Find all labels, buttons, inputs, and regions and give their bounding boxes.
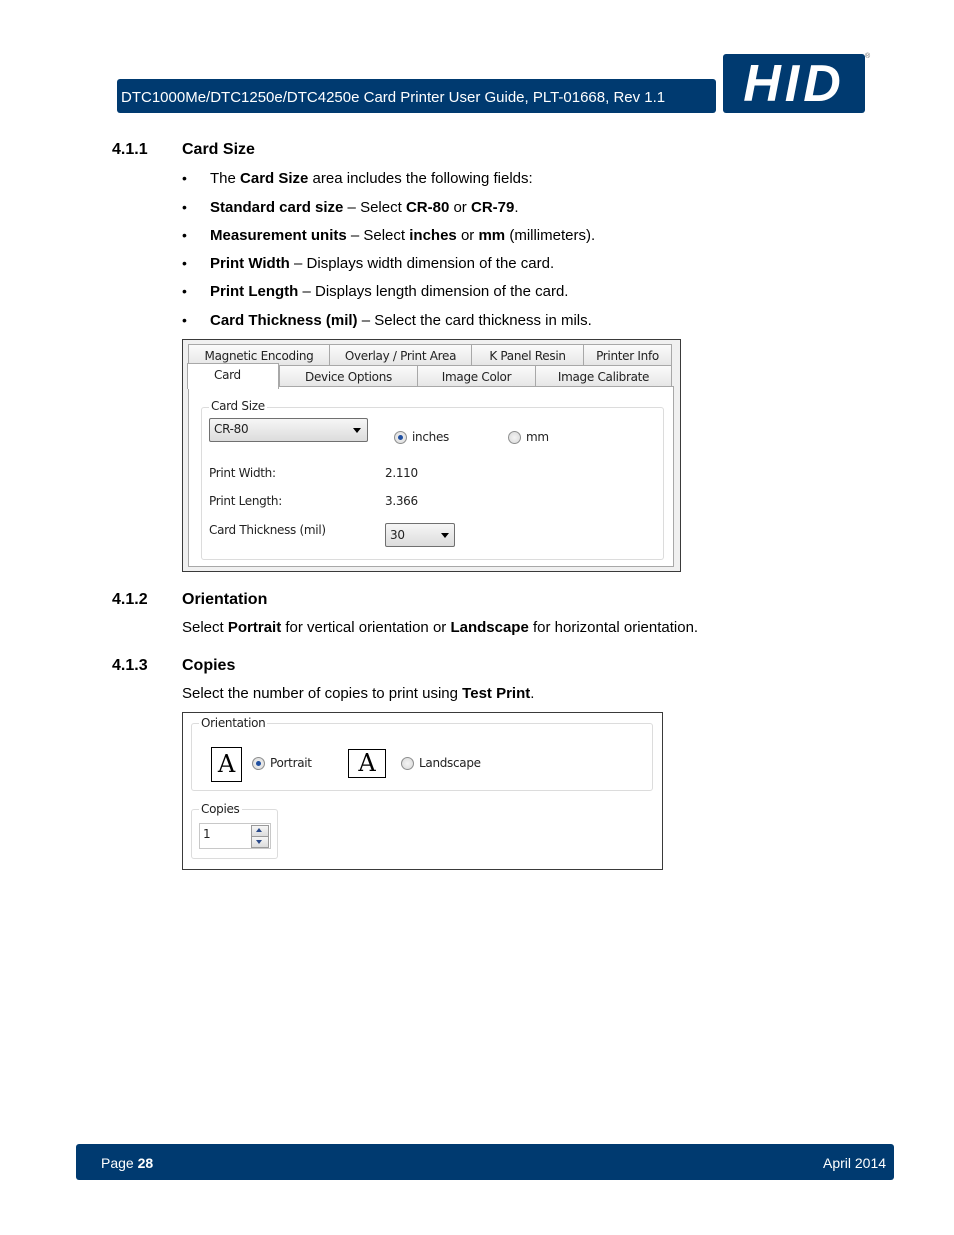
text: .	[514, 199, 519, 216]
portrait-icon	[211, 747, 242, 782]
copies-value: 1	[203, 827, 211, 841]
page-number	[101, 1155, 153, 1171]
chevron-up-icon	[256, 828, 262, 832]
paragraph	[182, 685, 534, 702]
text: .	[530, 685, 535, 702]
tab-label: Image Calibrate	[557, 370, 650, 384]
print-length-label: Print Length:	[209, 494, 282, 508]
text: area includes the following fields:	[308, 170, 533, 187]
bullet-mark: •	[182, 283, 187, 299]
tab-printer-info[interactable]	[583, 344, 672, 365]
print-width-value: 2.110	[385, 466, 418, 480]
card-settings-dialog	[182, 339, 681, 572]
hid-logo-text: HID	[743, 54, 845, 113]
term: Print Length	[210, 283, 299, 300]
tab-label: Printer Info	[596, 349, 659, 363]
card-size-select[interactable]	[209, 418, 368, 442]
text: The	[210, 170, 241, 187]
tab-image-color[interactable]	[417, 365, 536, 386]
term: inches	[409, 227, 457, 244]
chevron-down-icon	[256, 840, 262, 844]
section-title: Copies	[182, 657, 236, 674]
chevron-down-icon	[441, 533, 449, 538]
tab-device-options[interactable]	[279, 365, 418, 386]
text: – Select	[346, 227, 410, 244]
bullet-mark: •	[182, 170, 187, 186]
term: Test Print	[462, 685, 531, 702]
bullet-mark: •	[182, 227, 187, 243]
term: Measurement units	[210, 227, 347, 244]
radio-selected-icon	[394, 431, 407, 444]
paragraph	[182, 619, 698, 636]
tab-label: Image Color	[441, 370, 512, 384]
tab-card[interactable]	[187, 363, 279, 389]
footer-bar	[76, 1144, 894, 1180]
term: Card Size	[240, 170, 309, 187]
group-label: Orientation	[201, 716, 266, 730]
bullet-mark: •	[182, 255, 187, 271]
radio-unselected-icon	[508, 431, 521, 444]
tab-label: Magnetic Encoding	[204, 349, 314, 363]
text: or	[456, 227, 479, 244]
section-number: 4.1.3	[112, 657, 148, 674]
card-thickness-label: Card Thickness (mil)	[209, 523, 326, 537]
footer-date: April 2014	[823, 1155, 887, 1171]
term: CR-79	[470, 199, 515, 216]
tab-overlay-print-area[interactable]	[329, 344, 472, 365]
inches-radio[interactable]	[394, 431, 407, 444]
landscape-label: Landscape	[419, 756, 481, 770]
radio-unselected-icon	[401, 757, 414, 770]
group-label: Card Size	[211, 399, 265, 413]
bullet-mark: •	[182, 312, 187, 328]
text: for vertical orientation or	[281, 619, 451, 636]
term: mm	[478, 227, 506, 244]
term: Card Thickness (mil)	[210, 312, 358, 329]
term: CR-80	[405, 199, 450, 216]
section-title: Orientation	[182, 591, 268, 608]
registered-mark: ®	[865, 53, 871, 60]
icon-glyph: A	[217, 750, 236, 778]
inches-label: inches	[412, 430, 449, 444]
text: – Displays width dimension of the card.	[289, 255, 555, 272]
term: Print Width	[210, 255, 290, 272]
tab-label: Device Options	[305, 370, 392, 384]
copies-stepper[interactable]	[199, 823, 271, 849]
text: – Select the card thickness in mils.	[357, 312, 592, 329]
radio-selected-icon	[252, 757, 265, 770]
text: Select the number of copies to print using	[182, 685, 463, 702]
text: Select	[182, 619, 228, 636]
tab-image-calibrate[interactable]	[535, 365, 672, 386]
section-title: Card Size	[182, 141, 255, 158]
text: Page	[101, 1155, 138, 1171]
select-value: 30	[390, 528, 405, 542]
print-width-label: Print Width:	[209, 466, 276, 480]
print-length-value: 3.366	[385, 494, 418, 508]
portrait-label: Portrait	[270, 756, 312, 770]
chevron-down-icon	[353, 428, 361, 433]
page-num: 28	[137, 1155, 154, 1171]
tab-k-panel-resin[interactable]	[471, 344, 584, 365]
text: (millimeters).	[505, 227, 596, 244]
stepper-down-button[interactable]	[251, 836, 269, 848]
tab-label: Card	[214, 368, 241, 382]
portrait-radio[interactable]	[252, 757, 265, 770]
card-thickness-select[interactable]	[385, 523, 455, 547]
tab-magnetic-encoding[interactable]	[188, 344, 330, 365]
text: for horizontal orientation.	[528, 619, 699, 636]
text: – Select	[343, 199, 406, 216]
group-label: Copies	[201, 802, 240, 816]
text: or	[449, 199, 471, 216]
mm-label: mm	[526, 430, 549, 444]
tab-label: K Panel Resin	[489, 349, 566, 363]
mm-radio[interactable]	[508, 431, 521, 444]
text: – Displays length dimension of the card.	[298, 283, 569, 300]
term: Standard card size	[210, 199, 344, 216]
bullet-mark: •	[182, 199, 187, 215]
orientation-copies-dialog	[182, 712, 663, 870]
select-value: CR-80	[214, 422, 249, 436]
tab-label: Overlay / Print Area	[344, 349, 457, 363]
document-title: DTC1000Me/DTC1250e/DTC4250e Card Printer User Guide, PLT-01668, Rev 1.1	[121, 89, 666, 106]
landscape-icon	[348, 749, 386, 778]
section-number: 4.1.2	[112, 591, 148, 608]
term: Portrait	[227, 619, 282, 636]
landscape-radio[interactable]	[401, 757, 414, 770]
icon-glyph: A	[358, 749, 376, 777]
term: Landscape	[450, 619, 529, 636]
section-number: 4.1.1	[112, 141, 148, 158]
